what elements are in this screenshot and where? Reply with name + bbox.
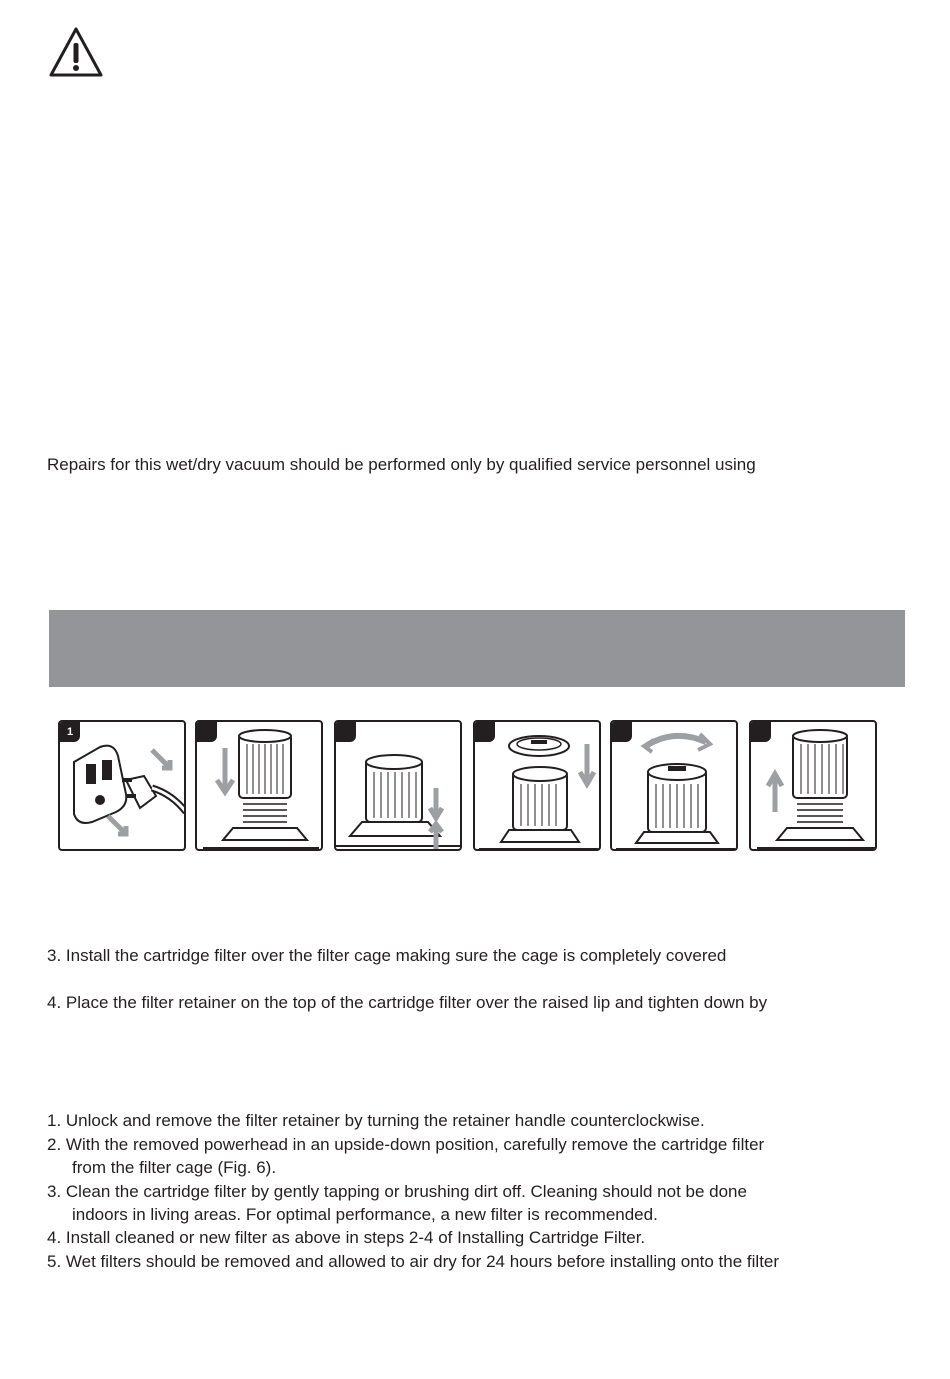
step-badge <box>475 722 495 742</box>
remove-filter-illustration <box>751 722 877 851</box>
step-badge <box>751 722 771 742</box>
repairs-text: Repairs for this wet/dry vacuum should be performed only by qualified service personnel using <box>47 455 756 474</box>
install-step-4: 4. Place the filter retainer on the top of the cartridge filter over the raised lip and tighten down by <box>47 993 768 1012</box>
clean-step-2: 2. With the removed powerhead in an upside-down position, carefully remove the cartridge filter <box>47 1135 765 1154</box>
step-badge <box>612 722 632 742</box>
clean-step-1: 1. Unlock and remove the filter retainer by turning the retainer handle counterclockwise. <box>47 1111 705 1130</box>
filter-seated-illustration <box>336 722 462 851</box>
warning-triangle-icon <box>48 26 104 78</box>
clean-step-2-continued: from the filter cage (Fig. 6). <box>72 1158 277 1177</box>
figure-panel-2 <box>195 720 323 851</box>
clean-step-3: 3. Clean the cartridge filter by gently tapping or brushing dirt off. Cleaning should not be done <box>47 1182 747 1201</box>
step-badge: 1 <box>60 722 80 742</box>
figure-panel-3 <box>334 720 462 851</box>
section-banner <box>49 610 905 687</box>
clean-step-4: 4. Install cleaned or new filter as above in steps 2-4 of Installing Cartridge Filter. <box>47 1228 646 1247</box>
step-badge <box>336 722 356 742</box>
clean-step-3-continued: indoors in living areas. For optimal performance, a new filter is recommended. <box>72 1205 658 1224</box>
place-retainer-illustration <box>475 722 601 851</box>
step-badge <box>197 722 217 742</box>
figure-panel-5 <box>610 720 738 851</box>
install-filter-illustration <box>197 722 323 851</box>
unplug-illustration <box>60 722 186 851</box>
clean-step-5: 5. Wet filters should be removed and allowed to air dry for 24 hours before installing onto the filter <box>47 1252 780 1271</box>
figure-panel-1 <box>58 720 186 851</box>
figure-panel-4 <box>473 720 601 851</box>
tighten-retainer-illustration <box>612 722 738 851</box>
figure-panel-6 <box>749 720 877 851</box>
install-step-3: 3. Install the cartridge filter over the filter cage making sure the cage is completely covered <box>47 946 727 965</box>
